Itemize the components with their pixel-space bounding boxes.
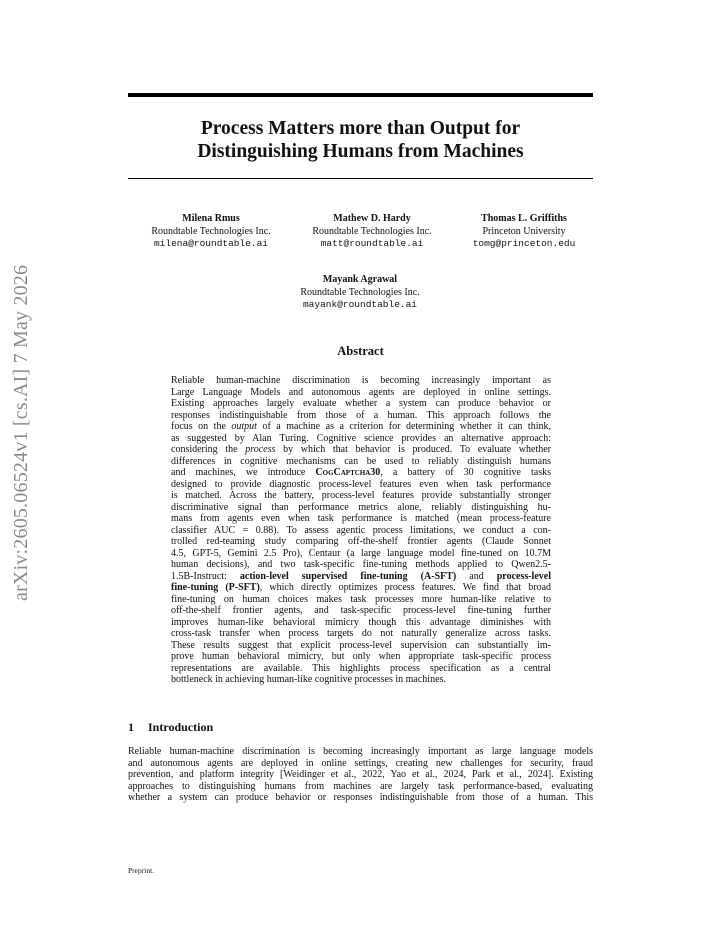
title-bottom-rule	[128, 178, 593, 179]
abstract-line: human decisions), and two task-specific fine-tuning methods applied to Qwen2.5-	[171, 559, 551, 570]
abstract-line: fine-tuning on human choices makes task processes more human-like relative to	[171, 593, 551, 605]
benchmark-name: CogCaptcha30	[315, 467, 381, 478]
author-name: Milena Rmus	[182, 213, 240, 224]
author-block-1	[136, 213, 286, 251]
method-p-sft-part2: fine-tuning (P-SFT)	[171, 582, 260, 593]
intro-line: prevention, and platform integrity [Weidinger et al., 2022, Yao et al., 2024, Park et al., 2024]. Existing	[128, 769, 593, 780]
abstract-heading: Abstract	[337, 344, 384, 358]
emphasis-output: output	[231, 421, 257, 432]
abstract-line: discriminative signal than performance metrics alone, reliably distinguishing hu-	[171, 501, 551, 513]
author-affiliation: Roundtable Technologies Inc.	[151, 225, 271, 237]
abstract-line: Existing approaches largely evaluate whether a system can produce behavior or	[171, 398, 551, 409]
author-email: matt@roundtable.ai	[320, 238, 424, 249]
abstract-line: 4.5, GPT-5, Gemini 2.5 Pro), Centaur (a large language model fine-tuned on 10.7M	[171, 547, 551, 559]
title-line-2: Distinguishing Humans from Machines	[197, 141, 524, 162]
abstract-line: off-the-shelf frontier agents, and task-specific process-level fine-tuning further	[171, 605, 551, 616]
abstract-line: designed to provide diagnostic process-level features even when task performance	[171, 478, 551, 490]
author-block-3	[449, 213, 599, 251]
abstract-line: is matched. Across the battery, process-level features provide substantially stronger	[171, 490, 551, 501]
abstract-line: These results suggest that explicit process-level supervision can substantially im-	[171, 639, 551, 651]
author-email: tomg@princeton.edu	[472, 238, 576, 249]
abstract-body	[171, 375, 551, 686]
emphasis-process: process	[245, 444, 276, 455]
intro-line: whether a system can produce behavior or responses indistinguishable from those of a human. This	[128, 792, 593, 803]
abstract-line: 1.5B-Instruct: action-level supervised fine-tuning (A-SFT) and process-level	[171, 570, 551, 582]
author-block-2	[297, 213, 447, 251]
author-email: mayank@roundtable.ai	[302, 299, 418, 310]
abstract-line: fine-tuning (P-SFT), which directly optimizes process features. We find that broad	[171, 582, 552, 593]
abstract-line: mans from agents even when task performance is matched (mean process-feature	[171, 513, 551, 524]
intro-line: Reliable human-machine discrimination is becoming increasingly important as large language models	[128, 746, 593, 757]
abstract-line: responses indistinguishable from those of a human. This approach follows the	[171, 409, 551, 421]
section-number: 1	[128, 720, 134, 734]
abstract-line: and machines, we introduce CogCaptcha30, a battery of 30 cognitive tasks	[171, 467, 551, 478]
section-heading-introduction	[128, 720, 213, 735]
intro-line: approaches to distinguishing humans from machines are largely task performance-based, evaluating	[128, 780, 593, 792]
abstract-line: representations are available. This highlights process specification as a central	[171, 662, 551, 674]
abstract-line: improves human-like behavioral mimicry though this advantage diminishes with	[171, 616, 551, 628]
author-name: Mayank Agrawal	[322, 274, 398, 285]
author-name: Mathew D. Hardy	[333, 213, 411, 224]
author-affiliation: Roundtable Technologies Inc.	[300, 286, 420, 298]
preprint-footer: Preprint.	[128, 866, 155, 875]
abstract-line: Reliable human-machine discrimination is becoming increasingly important as	[171, 375, 551, 386]
author-block-4	[285, 274, 435, 312]
author-affiliation: Roundtable Technologies Inc.	[312, 225, 432, 237]
title-line-1: Process Matters more than Output for	[200, 118, 521, 139]
paper-title	[128, 117, 593, 163]
abstract-line: trolled red-teaming study comparing off-the-shelf frontier agents (Claude Sonnet	[171, 536, 551, 547]
abstract-line: prove human behavioral mimicry, but only when appropriate task-specific process	[171, 651, 551, 662]
abstract-line: focus on the output of a machine as a criterion for determining whether it can think,	[171, 421, 551, 432]
abstract-line: Large Language Models and autonomous agents are deployed in online settings.	[171, 386, 551, 398]
title-top-rule	[128, 93, 593, 97]
section-title: Introduction	[148, 720, 214, 734]
abstract-line: bottleneck in achieving human-like cognitive processes in machines.	[171, 674, 446, 685]
author-affiliation: Princeton University	[482, 225, 566, 237]
arxiv-identifier: arXiv:2605.06524v1 [cs.AI] 7 May 2026	[10, 265, 32, 602]
abstract-line: cross-task transfer when process targets do not naturally generalize across tasks.	[171, 628, 551, 639]
author-email: milena@roundtable.ai	[153, 238, 269, 249]
abstract-line: classifier AUC = 0.88). To assess agentic process limitations, we conduct a con-	[171, 524, 551, 536]
intro-line: and autonomous agents are deployed in online settings, creating new challenges for security, fraud	[128, 757, 593, 769]
author-name: Thomas L. Griffiths	[481, 213, 567, 224]
abstract-line: considering the process by which that behavior is produced. To evaluate whether	[171, 444, 551, 455]
method-a-sft: action-level supervised fine-tuning (A-SFT)	[239, 570, 457, 582]
abstract-line: as suggested by Alan Turing. Cognitive science provides an alternative approach:	[171, 432, 551, 444]
abstract-line: differences in cognitive mechanisms can be used to reliably distinguish humans	[171, 455, 551, 467]
method-p-sft-part1: process-level	[496, 570, 551, 582]
introduction-body	[128, 746, 593, 804]
